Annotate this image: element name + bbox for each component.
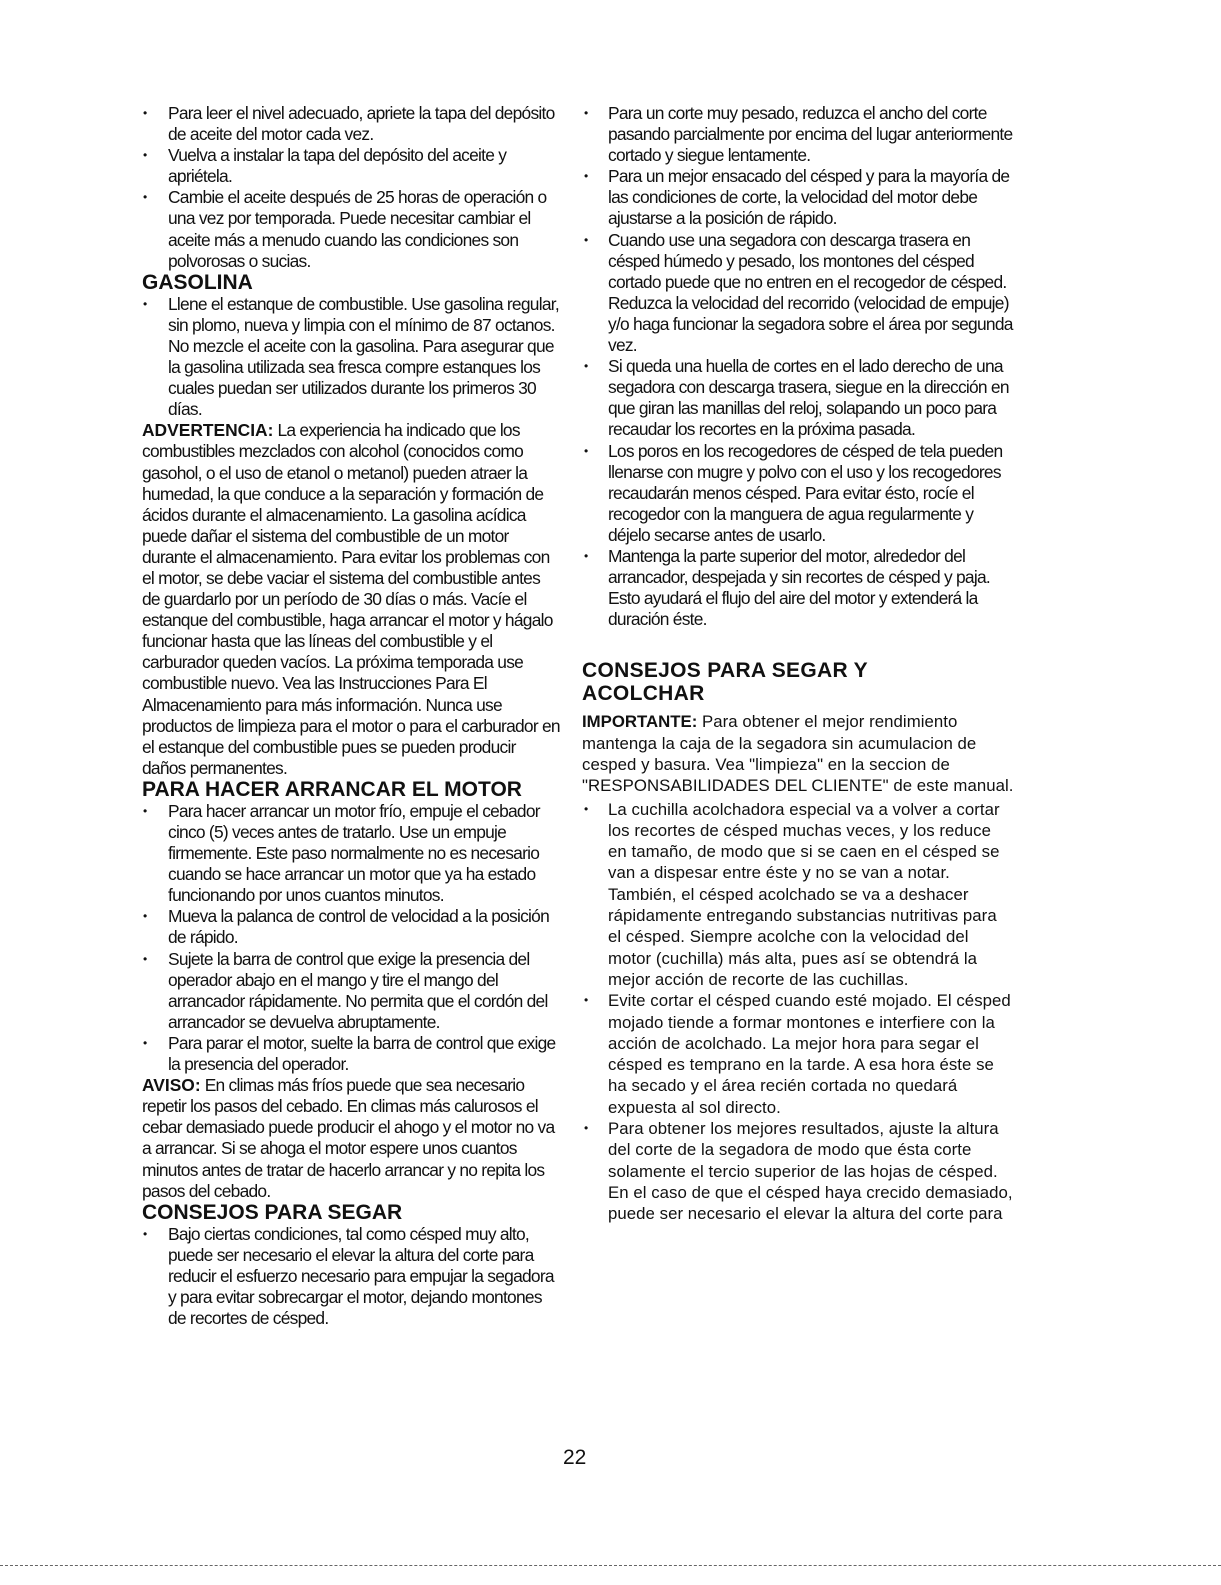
list-item: • Para obtener los mejores resultados, ajuste la altura del corte de la segadora de modo que ésta corte solamente el tercio superior de las hojas de césped. En el caso de que el césped haya crecido demasiado, puede ser necesario el elevar la altura del corte para bbox=[582, 1118, 1014, 1224]
segar-bullet-list-right bbox=[582, 103, 1014, 630]
aviso-paragraph bbox=[142, 1075, 560, 1202]
aviso-label: AVISO: bbox=[142, 1075, 201, 1096]
section-heading-segar: CONSEJOS PARA SEGAR bbox=[142, 1200, 403, 1224]
gasolina-bullet-list bbox=[142, 294, 560, 421]
importante-text: Para obtener el mejor rendimiento mantenga la caja de la segadora sin acumulacion de cesped y basura. Vea "limpieza" en la seccion de "RESPONSABILIDADES DEL CLIENTE" de este manual. bbox=[582, 712, 1014, 796]
segar-bullet-list-left bbox=[142, 1224, 560, 1329]
list-item: • Para hacer arrancar un motor frío, empuje el cebador cinco (5) veces antes de tratarlo. Use un empuje firmemente. Este paso normalmente no es necesario cuando se hace arrancar un motor que ya ha estado funcionando por unos cuantos minutos. bbox=[142, 801, 560, 906]
list-item: • Los poros en los recogedores de césped de tela pueden llenarse con mugre y polvo con el uso y los recogedores recaudarán menos césped. Para evitar ésto, rocíe el recogedor con la manguera de agua regularmente y déjelo secarse antes de usarlo. bbox=[582, 441, 1014, 546]
acolchar-bullet-list bbox=[582, 799, 1014, 1225]
advertencia-label: ADVERTENCIA: bbox=[142, 420, 274, 441]
arrancar-bullet-list bbox=[142, 801, 560, 1075]
section-heading-gasolina: GASOLINA bbox=[142, 270, 253, 294]
list-item: • Mueva la palanca de control de velocidad a la posición de rápido. bbox=[142, 906, 560, 948]
list-item: • Sujete la barra de control que exige la presencia del operador abajo en el mango y tire el mango del arrancador rápidamente. No permita que el cordón del arrancador se devuelva abruptamente. bbox=[142, 949, 560, 1033]
aviso-text: En climas más fríos puede que sea necesario repetir los pasos del cebado. En climas más calurosos el cebar demasiado puede producir el ahogo y el motor no va a arrancar. Si se ahoga el motor espere unos cuantos minutos antes de tratar de hacerlo arrancar y no repita los pasos del cebado. bbox=[142, 1075, 555, 1201]
list-item: • Cuando use una segadora con descarga trasera en césped húmedo y pesado, los montones del césped cortado puede que no entren en el recogedor de césped. Reduzca la velocidad del recorrido (velocidad de empuje) y/o haga funcionar la segadora sobre el área por segunda vez. bbox=[582, 230, 1014, 357]
section-heading-arrancar: PARA HACER ARRANCAR EL MOTOR bbox=[142, 777, 522, 801]
heading-line: CONSEJOS PARA SEGAR Y bbox=[582, 659, 868, 683]
list-item: • Si queda una huella de cortes en el lado derecho de una segadora con descarga trasera, siegue en la dirección en que giran las manillas del reloj, solapando un poco para recaudar los recortes en la próxima pasada. bbox=[582, 356, 1014, 440]
heading-line: ACOLCHAR bbox=[582, 682, 705, 706]
list-item: • Mantenga la parte superior del motor, alrededor del arrancador, despejada y sin recortes de césped y paja. Esto ayudará el flujo del aire del motor y extenderá la duración éste. bbox=[582, 546, 1014, 630]
bottom-divider bbox=[0, 1565, 1221, 1566]
oil-bullet-list bbox=[142, 103, 560, 272]
list-item: • Llene el estanque de combustible. Use gasolina regular, sin plomo, nueva y limpia con el mínimo de 87 octanos. No mezcle el aceite con la gasolina. Para asegurar que la gasolina utilizada sea fresca compre estanques los cuales puedan ser utilizados durante los primeros 30 días. bbox=[142, 294, 560, 421]
advertencia-paragraph bbox=[142, 420, 560, 779]
right-column bbox=[582, 103, 1014, 1224]
list-item: • Para un mejor ensacado del césped y para la mayoría de las condiciones de corte, la velocidad del motor debe ajustarse a la posición de rápido. bbox=[582, 166, 1014, 229]
list-item: • Bajo ciertas condiciones, tal como césped muy alto, puede ser necesario el elevar la altura del corte para reducir el esfuerzo necesario para empujar la segadora y para evitar sobrecargar el motor, dejando montones de recortes de césped. bbox=[142, 1224, 560, 1329]
list-item: • Cambie el aceite después de 25 horas de operación o una vez por temporada. Puede necesitar cambiar el aceite más a menudo cuando las condiciones son polvorosas o sucias. bbox=[142, 187, 560, 271]
importante-paragraph bbox=[582, 711, 1014, 796]
list-item: • Para leer el nivel adecuado, apriete la tapa del depósito de aceite del motor cada vez. bbox=[142, 103, 560, 145]
list-item: • Para parar el motor, suelte la barra de control que exige la presencia del operador. bbox=[142, 1033, 560, 1075]
list-item: • Evite cortar el césped cuando esté mojado. El césped mojado tiende a formar montones e interfiere con la acción de acolchado. La mejor hora para segar el césped es temprano en la tarde. A esa hora éste se ha secado y el área recién cortada no quedará expuesta al sol directo. bbox=[582, 990, 1014, 1118]
list-item: • Vuelva a instalar la tapa del depósito del aceite y apriétela. bbox=[142, 145, 560, 187]
page-number: 22 bbox=[563, 1446, 587, 1469]
left-column bbox=[142, 103, 560, 1329]
section-heading-acolchar bbox=[582, 659, 1014, 705]
advertencia-text: La experiencia ha indicado que los combustibles mezclados con alcohol (conocidos como gasohol, o el uso de etanol o metanol) pueden atraer la humedad, la que conduce a la separación y formación de ácidos durante el almacenamiento. La gasolina acídica puede dañar el sistema del combustible de un motor durante el almacenamiento. Para evitar los problemas con el motor, se debe vaciar el sistema del combustible antes de guardarlo por un período de 30 días o más. Vacíe el estanque del combustible, haga arrancar el motor y hágalo funcionar hasta que las líneas del combustible y el carburador queden vacíos. La próxima temporada use combustible nuevo. Vea las Instrucciones Para El Almacenamiento para más información. Nunca use productos de limpieza para el motor o para el carburador en el estanque del combustible pues se pueden producir daños permanentes. bbox=[142, 420, 560, 778]
list-item: • La cuchilla acolchadora especial va a volver a cortar los recortes de césped muchas veces, y los reduce en tamaño, de modo que si se caen en el césped se van a dispesar entre éste y no se van a notar. También, el césped acolchado se va a deshacer rápidamente entregando substancias nutritivas para el césped. Siempre acolche con la velocidad del motor (cuchilla) más alta, pues así se obtendrá la mejor acción de recorte de las cuchillas. bbox=[582, 799, 1014, 991]
list-item: • Para un corte muy pesado, reduzca el ancho del corte pasando parcialmente por encima del lugar anteriormente cortado y siegue lentamente. bbox=[582, 103, 1014, 166]
importante-label: IMPORTANTE: bbox=[582, 712, 698, 732]
